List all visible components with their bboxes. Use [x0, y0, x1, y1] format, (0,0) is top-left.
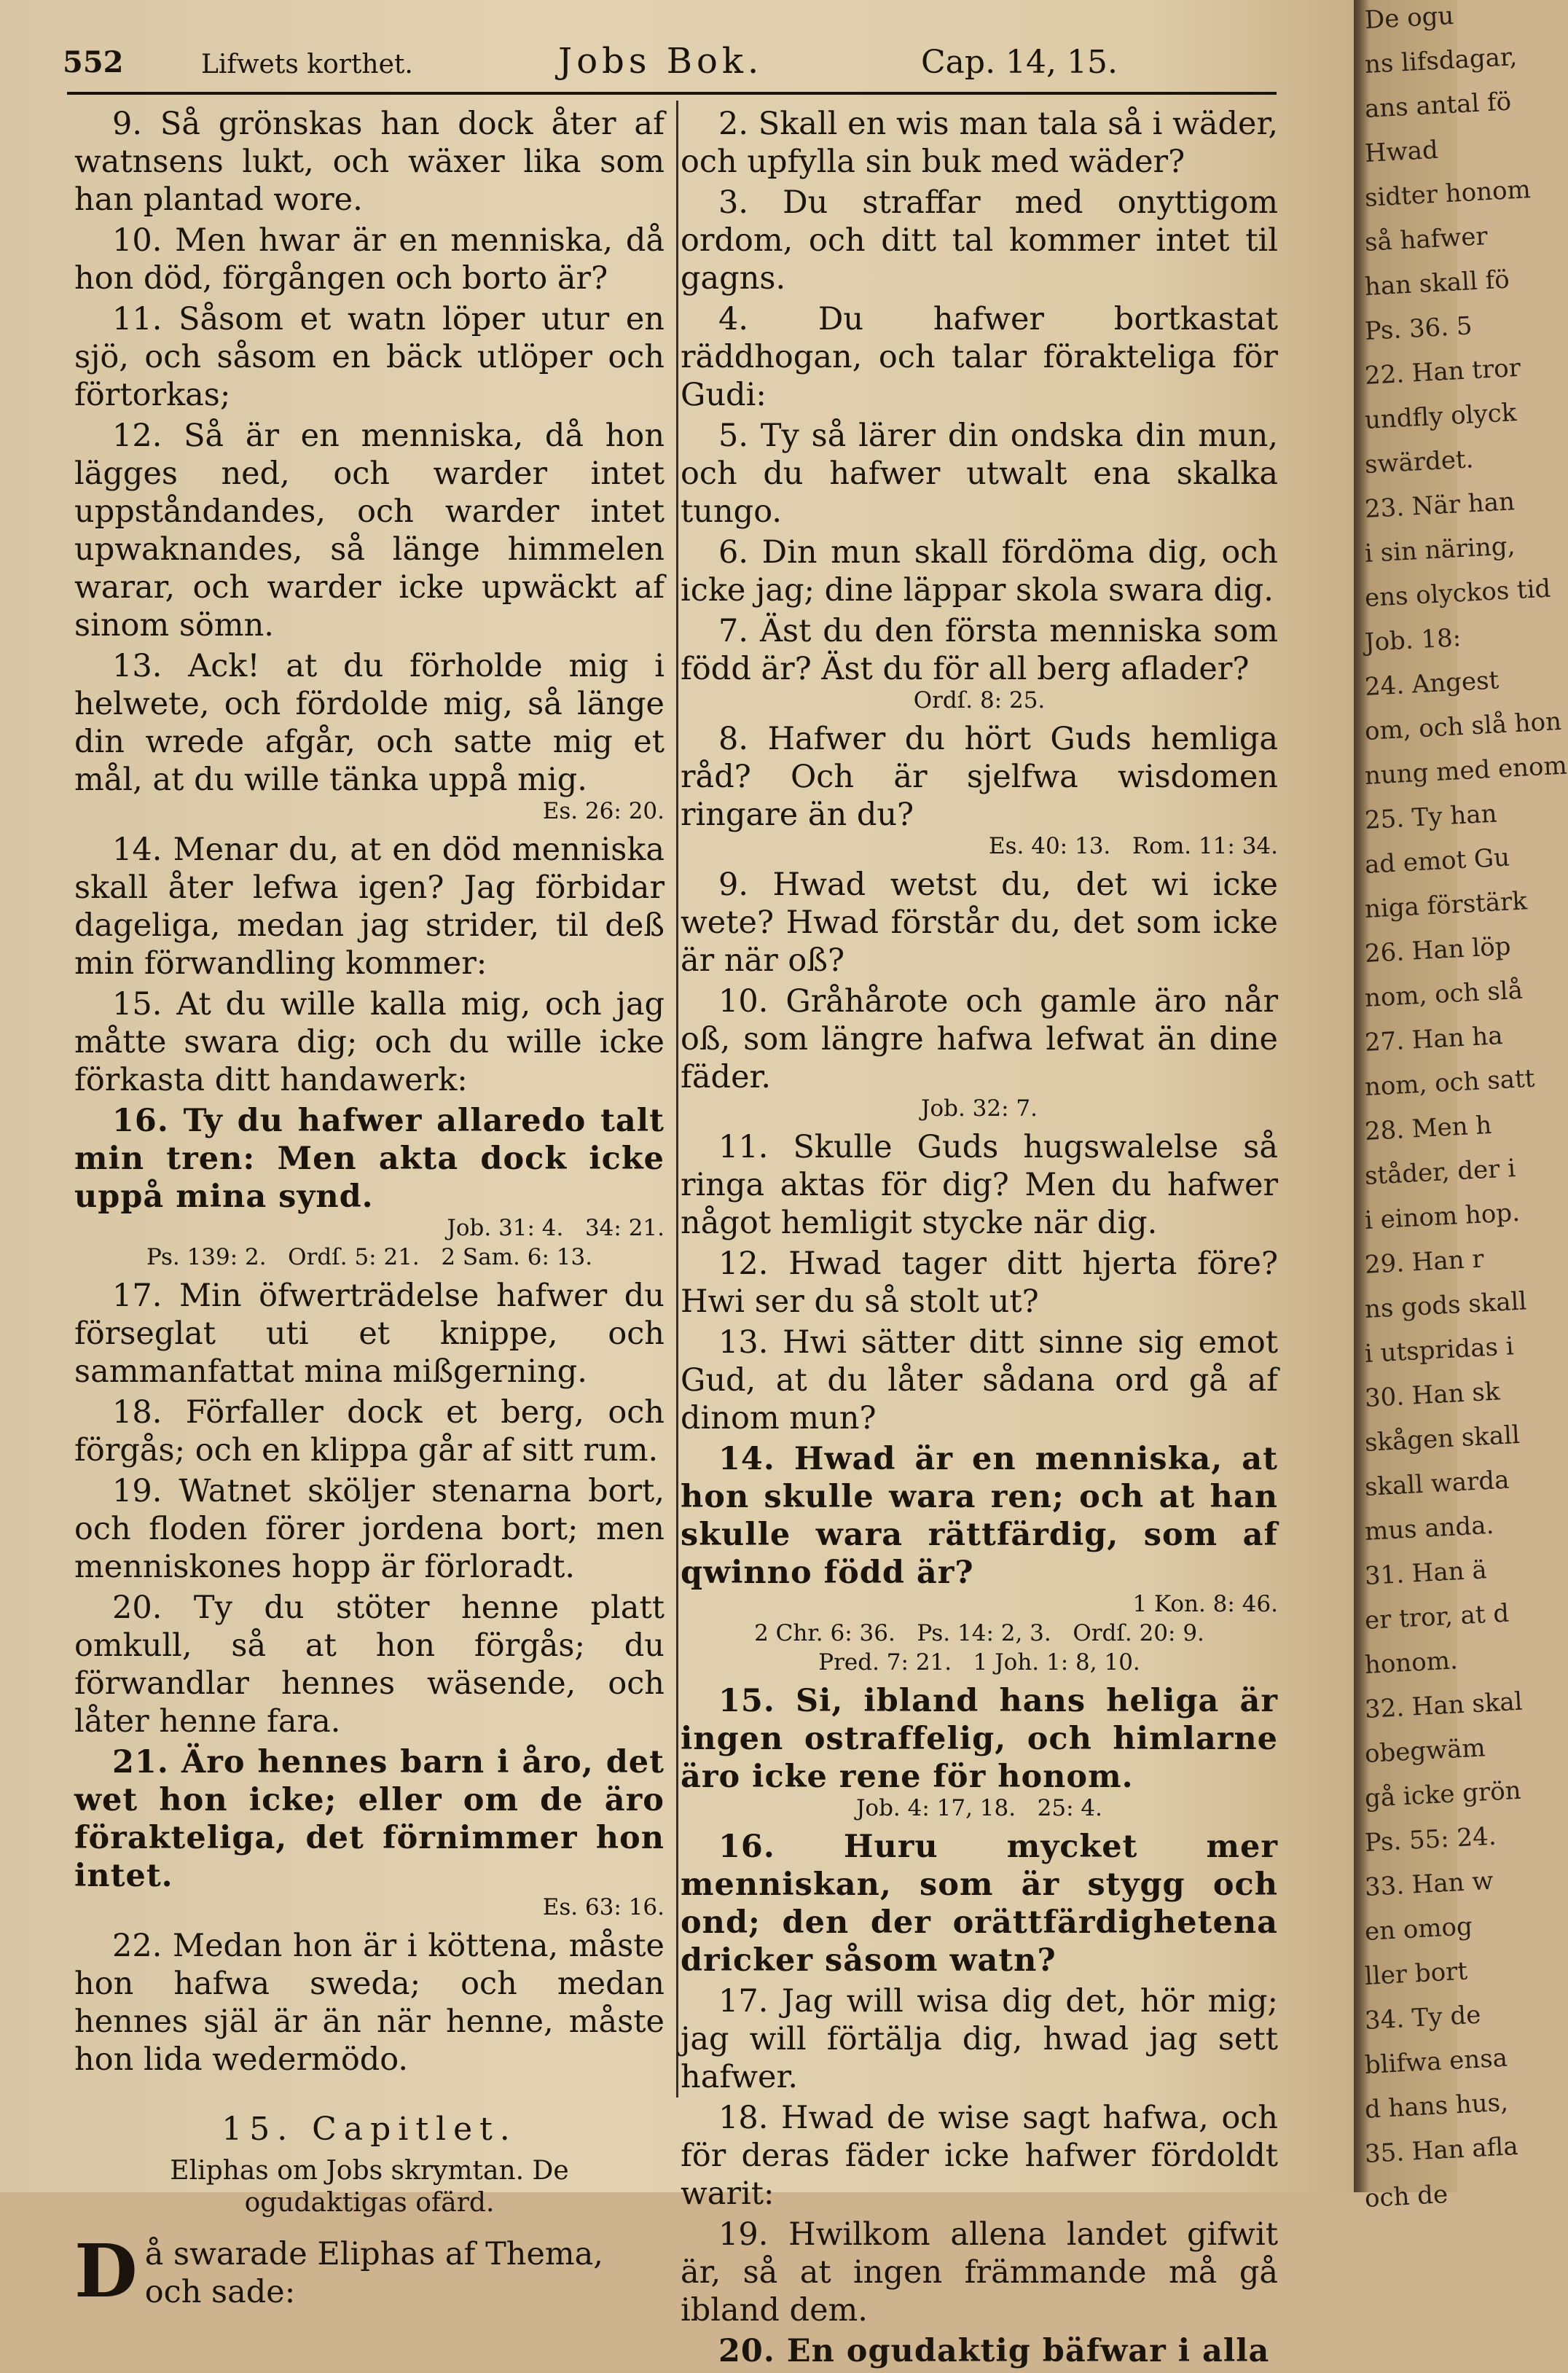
left-column: [74, 105, 665, 2314]
edge-fragment: i sin näring,: [1364, 531, 1516, 568]
edge-fragment: 22. Han tror: [1364, 353, 1521, 391]
verse-number: 3.: [718, 184, 749, 221]
verse: [74, 1589, 665, 1740]
verse-text: Så grönskas han dock åter af watnsens lukt, och wäxer lika som han plantad wore.: [74, 106, 665, 218]
verse: [74, 1393, 665, 1469]
edge-fragment: 34. Ty de: [1364, 2000, 1482, 2036]
verse-text: Ty så lärer din ondska din mun, och du hafwer utwalt ena skalka tungo.: [681, 418, 1279, 530]
edge-fragment: en omog: [1364, 1912, 1473, 1947]
verse-text: Jag will wisa dig det, hör mig; jag will förtälja dig, hwad jag sett hafwer.: [681, 1983, 1278, 2095]
verse-number: 20.: [112, 1590, 162, 1626]
right-column: [681, 105, 1278, 2373]
edge-fragment: skågen skall: [1364, 1420, 1521, 1458]
verse-text: Så är en menniska, då hon lägges ned, och warder intet uppståndandes, och warder intet upwaknandes, så länge himmelen warar, och warder icke upwäckt af sinom sömn.: [74, 418, 665, 644]
verse-number: 19.: [718, 2216, 769, 2253]
verse-number: 10.: [112, 222, 162, 259]
verse-number: 17.: [718, 1983, 769, 2020]
edge-fragment: om, och slå hon: [1364, 706, 1562, 746]
verse-number: 5.: [718, 418, 749, 454]
edge-fragment: 27. Han ha: [1364, 1021, 1504, 1058]
edge-fragment: 25. Ty han: [1364, 799, 1498, 835]
verse: [681, 417, 1278, 531]
verse-number: 16.: [112, 1103, 169, 1139]
edge-fragment: ans antal fö: [1364, 87, 1513, 124]
edge-fragment: Ps. 55: 24.: [1364, 1821, 1497, 1858]
verse-number: 11.: [112, 301, 162, 337]
cross-reference: Es. 63: 16.: [542, 1894, 665, 1920]
verse-text: Såsom et watn löper utur en sjö, och såsom en bäck utlöper och förtorkas;: [74, 301, 665, 413]
edge-fragment: skall warda: [1364, 1465, 1510, 1502]
edge-fragment: 35. Han afla: [1364, 2131, 1519, 2169]
edge-fragment: ens olyckos tid: [1364, 574, 1552, 613]
opening-verse: [74, 2228, 665, 2314]
verse-text: At du wille kalla mig, och jag måtte swara dig; och du wille icke förkasta ditt handawerk:: [74, 986, 665, 1098]
verse-number: 12.: [112, 418, 162, 454]
verse-number: 6.: [718, 534, 749, 571]
verse: [681, 1982, 1278, 2096]
edge-fragment: 26. Han löp: [1364, 931, 1512, 969]
edge-fragment: och de: [1364, 2180, 1449, 2213]
verse-number: 14.: [112, 832, 162, 868]
edge-fragment: sidter honom: [1364, 175, 1532, 213]
verse: [74, 985, 665, 1099]
chapter-reference: Cap. 14, 15.: [921, 44, 1118, 81]
edge-fragment: nom, och satt: [1364, 1063, 1536, 1102]
edge-fragment: undfly olyck: [1364, 398, 1518, 435]
verse-text: Du straffar med onyttigom ordom, och ditt tal kommer intet til gagns.: [681, 184, 1279, 297]
verse: [681, 1440, 1278, 1592]
verse-text: Huru mycket mer menniskan, som är stygg och ond; den der orättfärdighetena dricker såsom watn?: [681, 1829, 1278, 1979]
verse-number: 18.: [112, 1394, 162, 1431]
verse: [681, 300, 1278, 414]
edge-fragment: niga förstärk: [1364, 886, 1528, 924]
edge-fragment: ad emot Gu: [1364, 843, 1511, 880]
verse-text: Hwad är en menniska, at hon skulle wara ren; och at han skulle wara rättfärdig, som af qwinno född är?: [681, 1441, 1278, 1591]
verse: [681, 2099, 1278, 2213]
verse-text: Skall en wis man tala så i wäder, och upfylla sin buk med wäder?: [681, 106, 1279, 180]
verse-text: Gråhårote och gamle äro når oß, som längre hafwa lefwat än dine fäder.: [681, 983, 1279, 1095]
chapter-heading: 15. Capitlet.: [222, 2111, 517, 2148]
verse-number: 13.: [112, 648, 162, 684]
edge-fragment: obegwäm: [1364, 1733, 1486, 1769]
verse: [74, 647, 665, 799]
edge-fragment: Hwad: [1364, 135, 1439, 168]
book-title: Jobs Bok.: [558, 41, 764, 82]
verse-text: Din mun skall fördöma dig, och icke jag; dine läppar skola swara dig.: [681, 534, 1279, 609]
verse: [681, 982, 1278, 1096]
verse-text: Medan hon är i köttena, måste hon hafwa sweda; och medan hennes själ är än när henne, måste hon lida wedermödo.: [74, 1928, 665, 2078]
cross-reference: 1 Kon. 8: 46.: [1132, 1591, 1278, 1617]
verse-text: Hwad wetst du, det wi icke wete? Hwad förstår du, det som icke är när oß?: [681, 867, 1279, 979]
verse-number: 12.: [718, 1246, 769, 1282]
cross-reference: 2 Chr. 6: 36. Ps. 14: 2, 3. Ordſ. 20: 9.: [754, 1620, 1204, 1646]
verse-number: 18.: [718, 2100, 769, 2136]
edge-fragment: så hafwer: [1364, 222, 1489, 257]
verse-text: Men hwar är en menniska, då hon död, förgången och borto är?: [74, 222, 665, 297]
edge-fragment: 30. Han sk: [1364, 1377, 1501, 1413]
cross-reference: Job. 4: 17, 18. 25: 4.: [855, 1795, 1102, 1821]
verse: [681, 1245, 1278, 1321]
page-number: 552: [63, 45, 124, 79]
verse-number: 17.: [112, 1278, 162, 1314]
verse-text: Hwi sätter ditt sinne sig emot Gud, at du låter sådana ord gå af dinom mun?: [681, 1324, 1278, 1436]
verse-number: 16.: [718, 1829, 775, 1865]
cross-reference: Job. 32: 7.: [921, 1095, 1038, 1122]
cross-reference: Ordſ. 8: 25.: [913, 687, 1046, 714]
edge-fragment: i einom hop.: [1364, 1197, 1521, 1235]
verse: [74, 1927, 665, 2079]
verse: [681, 2332, 1278, 2370]
edge-fragment: Ps. 36. 5: [1364, 311, 1473, 346]
verse-text: Äst du den första menniska som född är? Äst du för all berg aflader?: [681, 613, 1278, 687]
edge-fragment: i utspridas i: [1364, 1332, 1515, 1369]
cross-reference: Job. 31: 4. 34: 21.: [447, 1215, 665, 1241]
verse-text: Ty du stöter henne platt omkull, så at hon förgås; du förwandlar hennes wäsende, och låter henne fara.: [74, 1590, 665, 1740]
page-header: [63, 41, 1272, 89]
verse: [74, 222, 665, 297]
verse: [681, 105, 1278, 181]
verse: [681, 866, 1278, 980]
verse-number: 15.: [112, 986, 162, 1023]
cross-reference: Es. 40: 13. Rom. 11: 34.: [988, 833, 1278, 859]
verse: [681, 184, 1278, 297]
edge-fragment: 23. När han: [1364, 487, 1516, 524]
facing-page-edge: [1354, 0, 1568, 2213]
verse: [74, 417, 665, 644]
verse: [74, 300, 665, 414]
edge-fragment: 29. Han r: [1364, 1244, 1485, 1280]
verse-number: 15.: [718, 1683, 775, 1719]
verse-text: Watnet sköljer stenarna bort, och floden förer jordena bort; men menniskones hopp är förloradt.: [74, 1473, 665, 1585]
verse: [681, 612, 1278, 688]
verse-number: 9.: [718, 867, 749, 903]
verse: [681, 2216, 1278, 2329]
drop-cap: D: [74, 2228, 138, 2314]
edge-fragment: nung med enom: [1364, 751, 1568, 791]
verse-text: En ogudaktig bäfwar i alla: [786, 2333, 1270, 2369]
verse-number: 10.: [718, 983, 769, 1020]
edge-fragment: ns lifsdagar,: [1364, 42, 1518, 79]
verse-text: Hwilkom allena landet gifwit är, så at ingen främmande må gå ibland dem.: [681, 2216, 1278, 2329]
verse: [681, 533, 1278, 609]
edge-fragment: swärdet.: [1364, 445, 1475, 480]
edge-fragment: 24. Angest: [1364, 665, 1500, 702]
verse: [681, 1828, 1278, 1979]
edge-fragment: 31. Han ä: [1364, 1555, 1488, 1591]
edge-fragment: mus anda.: [1364, 1510, 1495, 1547]
verse: [681, 720, 1278, 834]
verse: [74, 1102, 665, 1216]
verse-text: Ack! at du förholde mig i helwete, och fördolde mig, så länge din wrede afgår, och satte mig et mål, at du wille tänka uppå mig.: [74, 648, 665, 798]
verse-text: Si, ibland hans heliga är ingen ostraffelig, och himlarne äro icke rene för honom.: [681, 1683, 1278, 1795]
opening-text: å swarade Eliphas af Thema, och sade:: [144, 2236, 603, 2310]
verse: [74, 105, 665, 219]
verse-text: Hwad tager ditt hjerta före? Hwi ser du så stolt ut?: [681, 1246, 1278, 1320]
verse-number: 8.: [718, 721, 749, 757]
edge-fragment: 32. Han skal: [1364, 1686, 1524, 1724]
edge-fragment: gå icke grön: [1364, 1775, 1522, 1813]
verse-number: 4.: [718, 301, 749, 337]
edge-fragment: blifwa ensa: [1364, 2043, 1508, 2080]
verse-number: 22.: [112, 1928, 162, 1964]
header-rule: [67, 92, 1277, 95]
verse-number: 20.: [718, 2333, 775, 2369]
running-title: Lifwets korthet.: [201, 50, 413, 79]
edge-fragment: Job. 18:: [1364, 623, 1462, 657]
verse: [74, 1743, 665, 1895]
verse-text: Äro hennes barn i åro, det wet hon icke; eller om de äro förakteliga, det förnimmer hon intet.: [74, 1744, 665, 1894]
cross-reference: Es. 26: 20.: [542, 798, 665, 824]
verse: [74, 1472, 665, 1586]
verse-text: Min öfwerträdelse hafwer du förseglat uti et knippe, och sammanfattat mina mißgerning.: [74, 1278, 665, 1390]
verse: [74, 1277, 665, 1391]
edge-fragment: han skall fö: [1364, 265, 1510, 302]
edge-fragment: ns gods skall: [1364, 1286, 1528, 1324]
verse-text: Hafwer du hört Guds hemliga råd? Och är sjelfwa wisdomen ringare än du?: [681, 721, 1278, 833]
edge-fragment: ller bort: [1364, 1956, 1468, 1991]
cross-reference: Pred. 7: 21. 1 Joh. 1: 8, 10.: [818, 1649, 1140, 1676]
verse: [681, 1324, 1278, 1437]
column-divider: [676, 101, 678, 2098]
edge-fragment: d hans hus,: [1364, 2087, 1509, 2124]
verse-number: 19.: [112, 1473, 162, 1509]
verse-number: 21.: [112, 1744, 169, 1780]
edge-fragment: honom.: [1364, 1646, 1459, 1680]
verse-text: Ty du hafwer allaredo talt min tren: Men akta dock icke uppå mina synd.: [74, 1103, 665, 1215]
edge-fragment: nom, och slå: [1364, 975, 1524, 1013]
verse-text: Förfaller dock et berg, och förgås; och en klippa går af sitt rum.: [74, 1394, 665, 1469]
verse-number: 14.: [718, 1441, 775, 1477]
verse-text: Menar du, at en död menniska skall åter lefwa igen? Jag förbidar dageliga, medan jag strider, til deß min förwandling kommer:: [74, 832, 665, 982]
edge-fragment: 28. Men h: [1364, 1110, 1493, 1146]
edge-fragment: De ogu: [1364, 1, 1455, 35]
edge-fragment: ståder, der i: [1364, 1154, 1517, 1191]
chapter-summary: Eliphas om Jobs skrymtan. De ogudaktigas ofärd.: [170, 2156, 569, 2218]
verse-text: Du hafwer bortkastat räddhogan, och talar förakteliga för Gudi:: [681, 301, 1279, 413]
verse-text: Hwad de wise sagt hafwa, och för deras fäder icke hafwer fördoldt warit:: [681, 2100, 1278, 2212]
verse: [681, 1128, 1278, 1242]
verse-number: 2.: [718, 106, 749, 142]
verse-number: 11.: [718, 1129, 769, 1165]
verse-number: 7.: [718, 613, 749, 649]
edge-fragment: er tror, at d: [1364, 1598, 1510, 1635]
verse-number: 13.: [718, 1324, 769, 1361]
verse: [74, 831, 665, 982]
verse: [681, 1682, 1278, 1796]
edge-fragment: 33. Han w: [1364, 1866, 1494, 1902]
cross-reference: Ps. 139: 2. Ordſ. 5: 21. 2 Sam. 6: 13.: [146, 1244, 593, 1270]
verse-text: Skulle Guds hugswalelse så ringa aktas för dig? Men du hafwer något hemligit stycke när dig.: [681, 1129, 1278, 1241]
verse-number: 9.: [112, 106, 143, 142]
